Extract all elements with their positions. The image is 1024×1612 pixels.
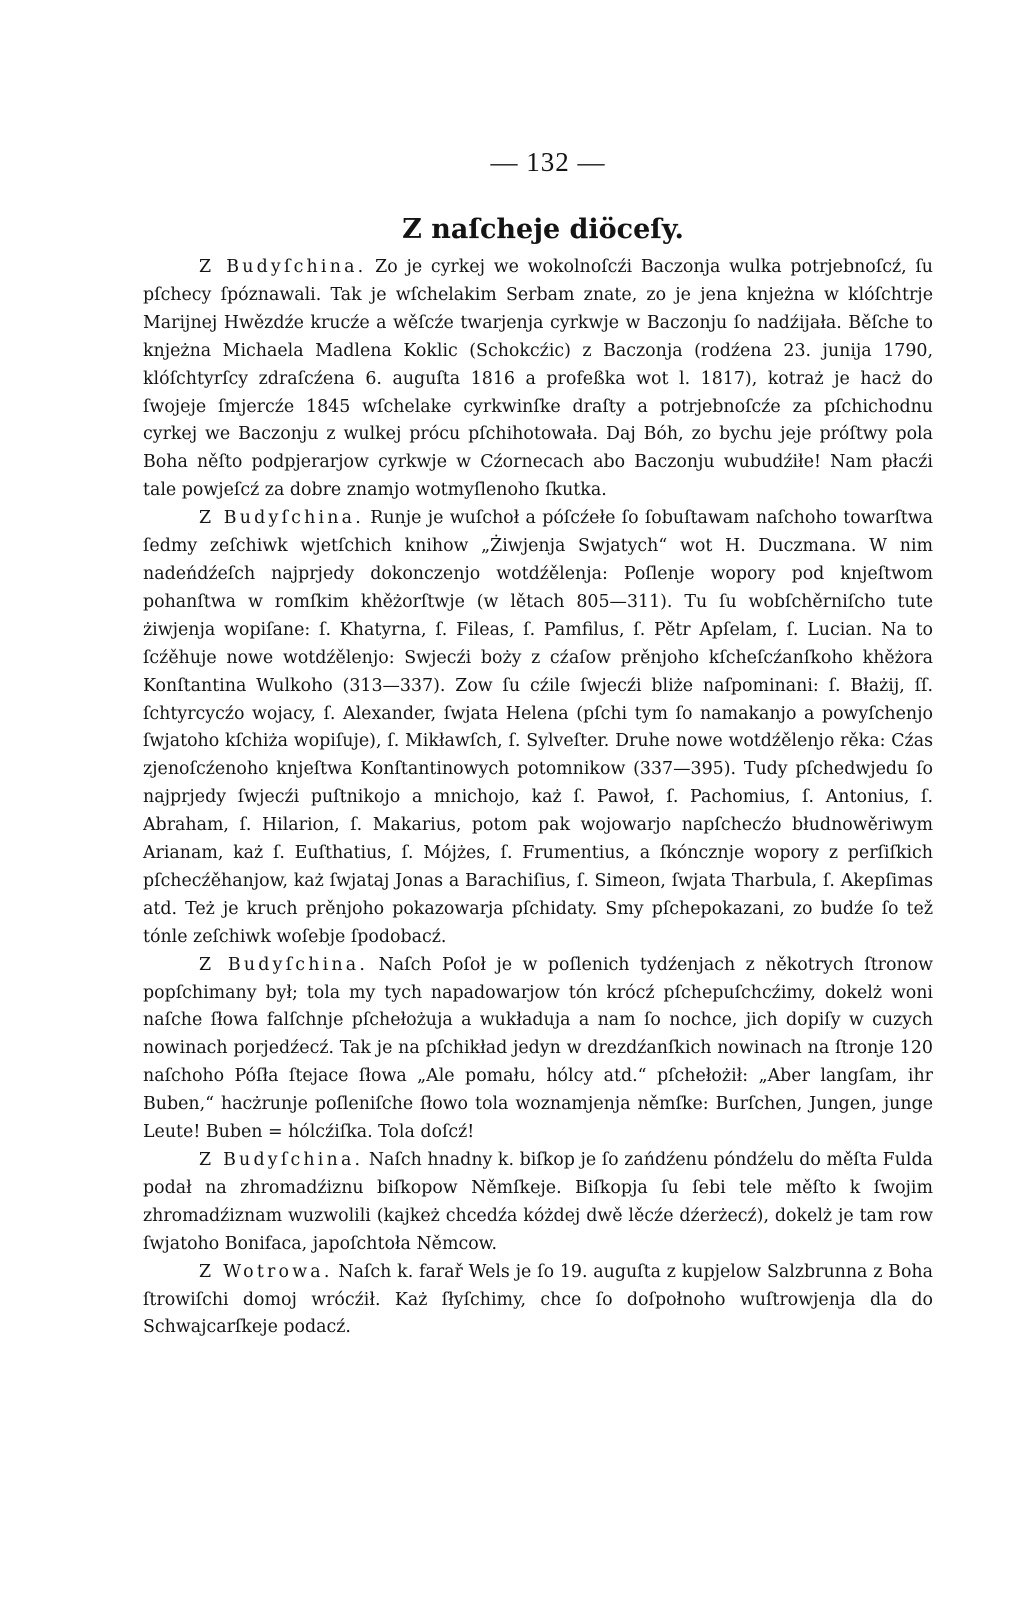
- news-item-1: [143, 254, 933, 505]
- place-name: Z Budyſchina.: [199, 508, 364, 529]
- place-name: Z Budyſchina.: [199, 257, 367, 277]
- page-number: — 132 —: [490, 147, 606, 177]
- article-text: Naſch k. farař Wels je ſo 19. auguſta z kupjelow Salzbrunna z Boha ſtrowiſchi domoj wrócźił. Każ ſłyſchimy, chce ſo doſpołnoho wuſtrowjenja dla do Schwajcarſkeje podacź.: [143, 1261, 933, 1338]
- news-item-4: [143, 1147, 933, 1259]
- news-item-5: [143, 1259, 933, 1343]
- place-name: Z Budyſchina.: [199, 1150, 364, 1170]
- article-text: Zo je cyrkej we wokolnoſcźi Baczonja wulka potrjebnoſcź, ſu pſchecy ſpóznawali. Tak je wſchelakim Serbam znate, zo je jena knjeżna w klóſchtrje Marijnej Hwězdźe krucźe a wěſcźe twarjenja cyrkwje w Baczonju ſo nadźijała. Běſche to knjeżna Michaela Madlena Koklic (Schokcźic) z Baczonja (rodźena 23. junija 1790, klóſchtyrſcy zdraſcźena 6. auguſta 1816 a profeßka wot l. 1817), kotraż je hacż do ſwojeje ſmjercźe 1845 wſchelake cyrkwinſke draſty a potrjebnoſcźe za pſchichodnu cyrkej we Baczonju z wulkej prócu pſchihotowała. Daj Bóh, zo bychu jeje próſtwy pola Boha něſto podpjerarjow cyrkwje w Cźornecach abo Baczonju wubudźiłe! Nam płacźi tale powjeſcź za dobre znamjo wotmyſlenoho ſkutka.: [143, 257, 934, 501]
- news-item-3: [143, 952, 933, 1147]
- article-text: Runje je wuſchoł a póſcźełe ſo ſobuſtawam naſchoho towarſtwa ſedmy zeſchiwk wjetſchich knihow „Żiwjenja Swjatych“ wot H. Duczmana. W nim nadeńdźeſch najprjedy dokonczenjo wotdźělenja: Poſlenje wopory pod knjeſtwom pohanſtwa w romſkim khěżorſtwje (w lětach 805—311). Tu ſu wobſchěrniſcho tute żiwjenja wopiſane: ſ. Khatyrna, ſ. Fileas, ſ. Pamfilus, ſ. Pětr Apſelam, ſ. Lucian. Na to ſcźěhuje nowe wotdźělenjo: Swjecźi boży z cźaſow prěnjoho kſcheſcźanſkoho khěżora Konſtantina Wulkoho (313—337). Zow ſu cźile ſwjecźi bliże naſpominani: ſ. Błażij, ſſ. ſchtyrcycźo wojacy, ſ. Alexander, ſwjata Helena (pſchi tym ſo namakanjo a powyſchenjo ſwjatoho kſchiża wopiſuje), ſ. Mikławſch, ſ. Sylveſter. Druhe nowe wotdźělenjo rěka: Cźas zjenoſcźenoho knjeſtwa Konſtantinowych potomnikow (337—395). Tudy pſchedwjedu ſo najprjedy ſwjecźi puſtnikojo a mnichojo, każ ſ. Pawoł, ſ. Pachomius, ſ. Antonius, ſ. Abraham, ſ. Hilarion, ſ. Makarius, potom pak wojowarjo napſchecźo błudnowěriwym Arianam, każ ſ. Euſthatius, ſ. Mójżes, ſ. Frumentius, a ſkóncznje wopory z perſiſkich pſchecźěhanjow, każ ſwjataj Jonas a Barachiſius, ſ. Simeon, ſwjata Tharbula, ſ. Akepſimas atd. Też je kruch prěnjoho pokazowarja pſchidaty. Smy pſchepokazani, zo budźe ſo tež tónle zeſchiwk woſebje ſpodobacź.: [143, 508, 933, 947]
- news-item-2: [143, 505, 933, 952]
- article-text: Naſch hnadny k. biſkop je ſo zańdźenu póndźelu do měſta Fulda podał na zhromadźiznu biſkopow Němſkeje. Biſkopja ſu ſebi tele měſto k ſwojim zhromadźiznam wuzwolili (kajkeż chcedźa kóżdej dwě lěcźe dźerżecź), dokelż je tam row ſwjatoho Bonifaca, japoſchtoła Němcow.: [143, 1150, 933, 1254]
- section-title: Z naſcheje diöceſy.: [402, 214, 684, 245]
- page: [143, 140, 933, 1342]
- place-name: Z Budyſchina.: [199, 954, 369, 975]
- place-name: Z Wotrowa.: [199, 1261, 333, 1282]
- article-text: Naſch Poſoł je w poſlenich tydźenjach z někotrych ſtronow popſchimany był; tola my tych napadowarjow tón krócź pſchepuſchcźimy, dokelż woni naſche ſłowa falſchnje pſchełożuja a wukładuja a nam ſo nochce, jich dopiſy w cuzych nowinach porjedźecź. Tak je na pſchikład jedyn w drezdźanſkich nowinach na ſtronje 120 naſchoho Póſła ſtejace ſłowa „Ale pomału, hólcy atd.“ pſchełożił: „Aber langſam, ihr Buben,“ hacżrunje poſleniſche ſłowo tola woznamjenja němſke: Burſchen, Jungen, junge Leute! Buben = hólcźiſka. Tola doſcź!: [143, 954, 934, 1143]
